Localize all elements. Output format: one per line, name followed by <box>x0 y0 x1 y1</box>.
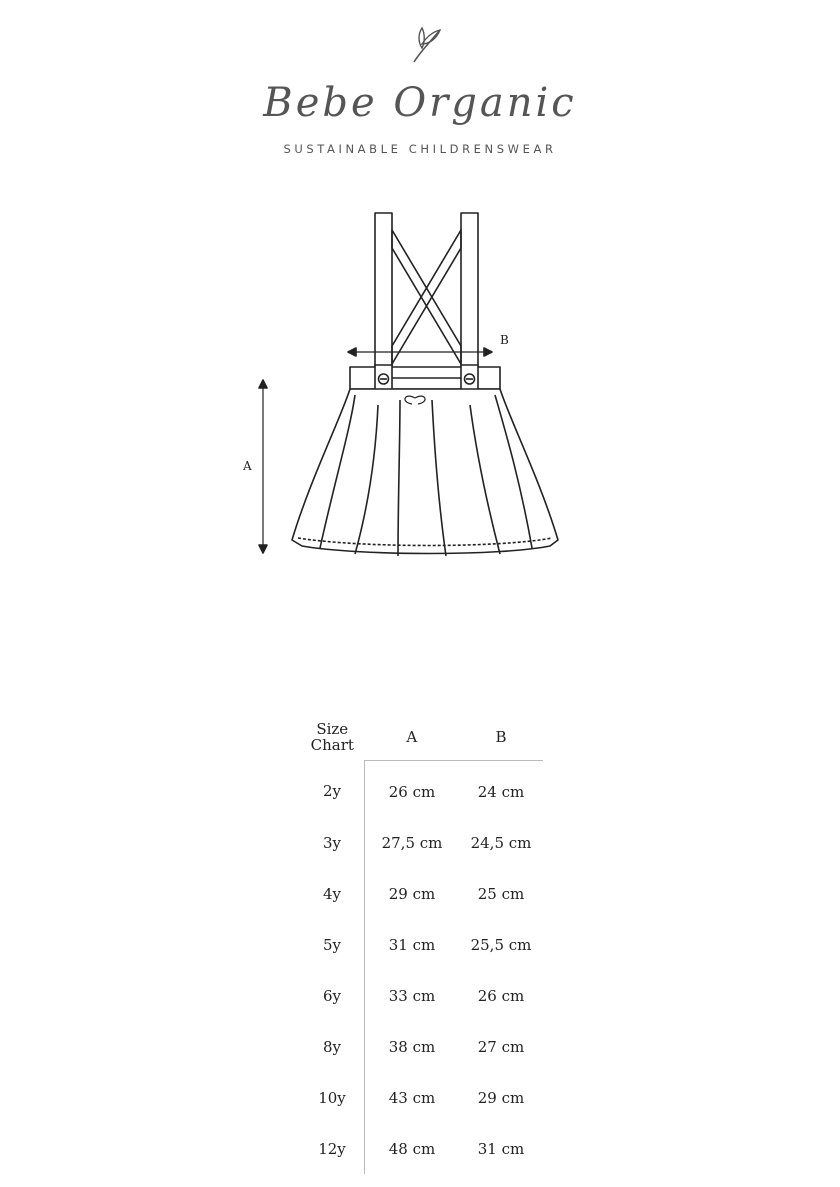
table-row <box>300 817 543 868</box>
measure-a-cell: 43 cm <box>365 1072 460 1123</box>
measure-a-cell: 38 cm <box>365 1021 460 1072</box>
table-row <box>300 1123 543 1174</box>
measure-a-cell: 48 cm <box>365 1123 460 1174</box>
size-cell: 5y <box>322 935 342 954</box>
size-cell: 12y <box>318 1139 346 1158</box>
dimension-label-b: B <box>500 333 509 347</box>
size-chart-header-b: B <box>459 714 543 761</box>
size-header-line1: Size <box>316 720 349 739</box>
measure-b-cell: 24 cm <box>477 782 525 801</box>
table-row <box>300 868 543 919</box>
size-cell: 10y <box>318 1088 346 1107</box>
size-cell: 8y <box>322 1037 342 1056</box>
size-header-line2: Chart <box>310 736 354 755</box>
measure-b-cell: 25 cm <box>477 884 525 903</box>
cross-strap-2 <box>392 230 461 364</box>
size-chart-header-size <box>300 714 365 761</box>
size-chart-header-row <box>300 714 543 761</box>
size-cell: 3y <box>322 833 342 852</box>
size-chart-table <box>300 714 543 1174</box>
size-cell: 6y <box>322 986 342 1005</box>
measure-b-cell: 29 cm <box>477 1088 525 1107</box>
table-row <box>300 970 543 1021</box>
size-cell: 2y <box>322 782 342 801</box>
measure-a-cell: 31 cm <box>365 919 460 970</box>
table-row <box>300 919 543 970</box>
cross-strap-1 <box>392 230 461 364</box>
measure-b-cell: 26 cm <box>477 986 525 1005</box>
measure-b-cell: 27 cm <box>477 1037 525 1056</box>
brand-tagline: SUSTAINABLE CHILDRENSWEAR <box>283 142 557 156</box>
measure-a-cell: 33 cm <box>365 970 460 1021</box>
measure-a-cell: 29 cm <box>365 868 460 919</box>
measure-b-cell: 31 cm <box>477 1139 525 1158</box>
table-row <box>300 1021 543 1072</box>
brand-name: Bebe Organic <box>263 80 577 126</box>
measure-a-cell: 27,5 cm <box>365 817 460 868</box>
table-row <box>300 761 543 818</box>
dimension-label-a: A <box>243 459 252 473</box>
measure-a-cell: 26 cm <box>365 761 460 818</box>
measure-b-cell: 24,5 cm <box>470 833 532 852</box>
measure-b-cell: 25,5 cm <box>470 935 532 954</box>
size-chart-header-a: A <box>365 714 460 761</box>
skirt-body <box>292 389 558 554</box>
table-row <box>300 1072 543 1123</box>
size-cell: 4y <box>322 884 342 903</box>
